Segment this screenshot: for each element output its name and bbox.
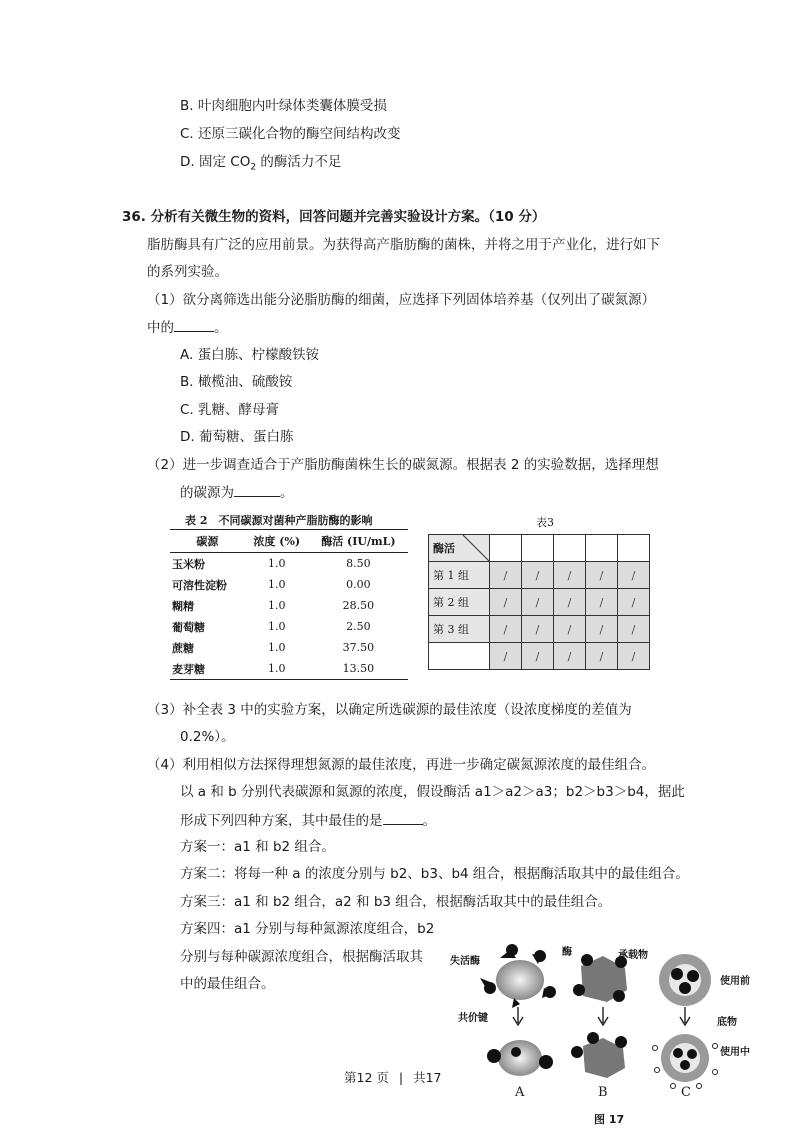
part2-line-2: 的碳源为 。 [180,482,294,503]
label-panel-c: C [681,1085,691,1100]
plan-4-line-3: 中的最佳组合。 [180,976,275,992]
panel-c-bottom [653,1034,718,1089]
answer-blank-2[interactable] [234,482,280,497]
question-36-title: 36. 分析有关微生物的资料，回答问题并完善实验设计方案。（10 分） [122,209,546,225]
panel-b-bottom [571,1032,627,1078]
label-panel-b: B [598,1085,608,1100]
part1-option-a: A. 蛋白胨、柠檬酸铁铵 [180,347,320,363]
table-row: 葡萄糖 1.0 2.50 [172,620,371,634]
part3-line-2: 0.2%）。 [180,729,235,745]
page-footer [344,1068,441,1088]
table3-input-cell[interactable] [522,535,554,562]
part1-option-d: D. 葡萄糖、蛋白胨 [180,429,294,445]
option-c: C. 还原三碳化合物的酶空间结构改变 [180,126,401,142]
label-enzyme: 酶 [562,947,572,958]
table3-input-cell[interactable] [586,535,618,562]
answer-blank-3[interactable] [383,810,423,825]
part1-option-b: B. 橄榄油、硫酸铵 [180,374,293,390]
intro-line-2: 的系列实验。 [147,264,228,280]
table2-header-activity: 酶活 (IU/mL) [309,530,408,553]
label-panel-a: A [515,1085,525,1100]
page-number: 第12 页 [344,1070,389,1085]
plan-3: 方案三：a1 和 b2 组合，a2 和 b3 组合，根据酶活取其中的最佳组合。 [180,894,612,910]
table3-input-cell[interactable] [490,535,522,562]
plan-4-line-1: 方案四：a1 分别与每种氮源浓度组合，b2 [180,921,435,937]
table3 [428,534,650,670]
part1-option-c: C. 乳糖、酵母膏 [180,402,280,418]
arrow-icons [513,1007,690,1025]
label-inactive-enzyme: 失活酶 [450,956,480,967]
label-covalent-bond: 共价键 [458,1013,488,1024]
table-row: 第 1 组 / / / / / [429,562,650,589]
part3-line-1: （3）补全表 3 中的实验方案，以确定所选碳源的最佳浓度（设浓度梯度的差值为 [147,702,632,718]
table2-caption: 表 2 不同碳源对菌种产脂肪酶的影响 [185,514,373,527]
part2-line-1: （2）进一步调查适合于产脂肪酶菌株生长的碳氮源。根据表 2 的实验数据，选择理想 [147,457,659,473]
plan-4-line-2: 分别与每种碳源浓度组合，根据酶活取其 [180,949,423,965]
answer-blank-1[interactable] [174,317,214,332]
label-in-use: 使用中 [720,1047,750,1058]
panel-a-bottom [487,1040,553,1076]
plan-2: 方案二：将每一种 a 的浓度分别与 b2、b3、b4 组合，根据酶活取其中的最佳组合。 [180,866,689,882]
table-row: / / / / / [429,643,650,670]
table-row: 可溶性淀粉 1.0 0.00 [172,578,371,592]
table-row: 糊精 1.0 28.50 [172,599,375,613]
intro-line-1: 脂肪酶具有广泛的应用前景。为获得高产脂肪酶的菌株，并将之用于产业化，进行如下 [147,237,660,253]
panel-b-top [573,954,627,1002]
table3-caption: 表3 [536,516,554,529]
table3-input-cell[interactable] [429,643,490,670]
table-row: 蔗糖 1.0 37.50 [172,641,375,655]
footer-separator: | [398,1070,404,1085]
page-total: 共17 [413,1070,442,1085]
option-b: B. 叶肉细胞内叶绿体类囊体膜受损 [180,98,387,114]
plan-1: 方案一：a1 和 b2 组合。 [180,839,335,855]
panel-c-top [659,954,711,1006]
diagonal-line [429,535,489,561]
label-carrier: 承载物 [618,950,648,961]
part4-line-3: 形成下列四种方案，其中最佳的是 。 [180,810,436,831]
label-substrate: 底物 [717,1017,737,1028]
part1-line-1: （1）欲分离筛选出能分泌脂肪酶的细菌，应选择下列固体培养基（仅列出了碳氮源） [147,292,656,308]
table2-header-conc: 浓度 (%) [245,530,309,553]
table2 [170,529,408,680]
option-d: D. 固定 $CO_2$ 的酶活力不足 [180,154,342,173]
label-before-use: 使用前 [720,976,750,987]
table3-corner: 酶活 [429,535,490,562]
table3-input-cell[interactable] [618,535,650,562]
table2-header-carbon: 碳源 [170,530,245,553]
immobilization-diagram [445,935,745,1135]
table-row: 第 2 组 / / / / / [429,589,650,616]
table-row: 玉米粉 1.0 8.50 [172,557,371,571]
figure-caption: 图 17 [594,1113,625,1126]
panel-a-top [480,944,556,1008]
table-row: 第 3 组 / / / / / [429,616,650,643]
part1-line-2: 中的 。 [147,317,228,338]
table-row: 麦芽糖 1.0 13.50 [170,658,408,680]
table3-input-cell[interactable] [554,535,586,562]
part4-line-1: （4）利用相似方法探得理想氮源的最佳浓度，再进一步确定碳氮源浓度的最佳组合。 [147,757,656,773]
part4-line-2: 以 a 和 b 分别代表碳源和氮源的浓度，假设酶活 a1＞a2＞a3；b2＞b3＞b4，据此 [180,784,685,800]
